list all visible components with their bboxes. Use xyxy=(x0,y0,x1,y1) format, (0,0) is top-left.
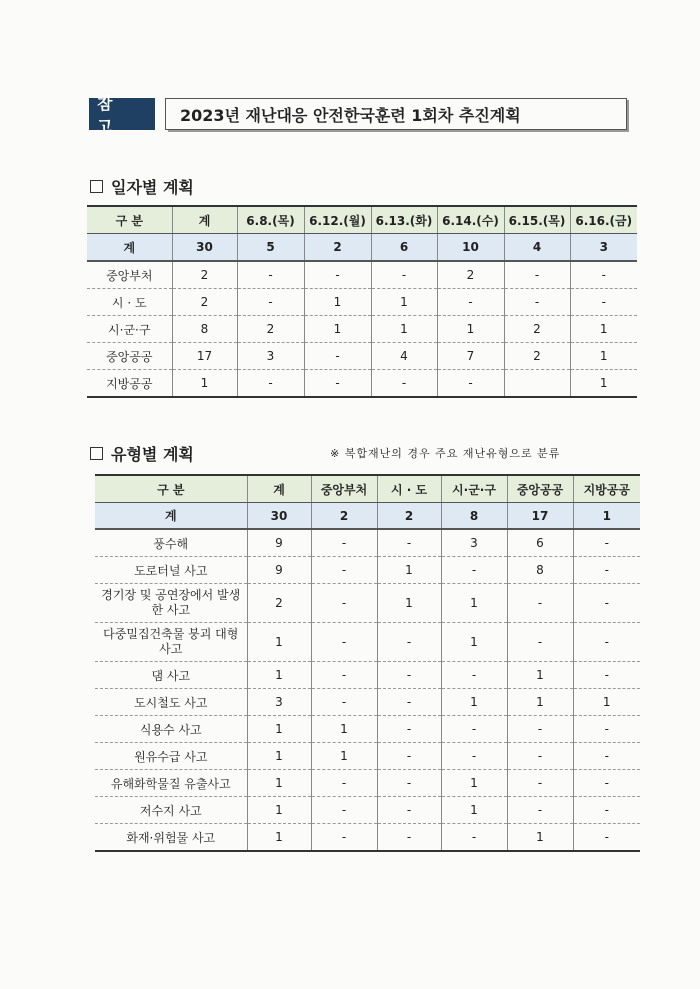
table-cell: - xyxy=(371,261,437,289)
table-cell: - xyxy=(507,584,573,623)
table-cell: 1 xyxy=(247,662,311,689)
table-row xyxy=(87,261,637,289)
table-cell: - xyxy=(507,743,573,770)
table-row xyxy=(87,343,637,370)
table-cell: 3 xyxy=(441,529,507,557)
table-cell: - xyxy=(304,370,371,398)
table-row xyxy=(87,316,637,343)
table-cell: 4 xyxy=(504,234,570,262)
table-cell: 1 xyxy=(247,743,311,770)
table-cell: - xyxy=(311,797,377,824)
table-cell: 1 xyxy=(570,343,637,370)
table-cell: - xyxy=(507,716,573,743)
row-label: 댐 사고 xyxy=(95,662,247,689)
table-cell: 1 xyxy=(441,584,507,623)
table-cell: 30 xyxy=(172,234,237,262)
table-cell: - xyxy=(573,529,640,557)
column-header: 6.16.(금) xyxy=(570,206,637,234)
table-cell: 1 xyxy=(573,689,640,716)
table-cell: - xyxy=(237,289,304,316)
table-cell: 8 xyxy=(172,316,237,343)
table-cell: - xyxy=(570,261,637,289)
table-cell: 1 xyxy=(573,503,640,530)
table-cell: - xyxy=(377,770,441,797)
table-cell: - xyxy=(311,623,377,662)
column-header: 6.12.(월) xyxy=(304,206,371,234)
table-cell: - xyxy=(377,824,441,852)
table-cell: 1 xyxy=(247,716,311,743)
checkbox-icon xyxy=(90,180,103,193)
table-cell: 17 xyxy=(172,343,237,370)
table-cell: 4 xyxy=(371,343,437,370)
table-header-row xyxy=(87,206,637,234)
section-type-plan-title: 유형별 계획 xyxy=(111,445,194,464)
document-title: 2023년 재난대응 안전한국훈련 1회차 추진계획 xyxy=(166,98,627,130)
table-cell: 1 xyxy=(371,316,437,343)
document-header xyxy=(89,94,627,136)
daily-plan-table xyxy=(87,205,637,398)
table-cell: 8 xyxy=(441,503,507,530)
table-cell: - xyxy=(377,797,441,824)
column-header: 6.13.(화) xyxy=(371,206,437,234)
table-cell: 1 xyxy=(304,289,371,316)
table-row xyxy=(95,716,640,743)
table-cell: 1 xyxy=(172,370,237,398)
reference-tag: 참 고 xyxy=(89,98,155,130)
table-cell: - xyxy=(573,743,640,770)
column-header: 시 · 도 xyxy=(377,475,441,503)
table-cell: - xyxy=(504,289,570,316)
table-cell: 2 xyxy=(247,584,311,623)
table-cell: 2 xyxy=(437,261,504,289)
row-label: 지방공공 xyxy=(87,370,172,398)
table-cell: 1 xyxy=(441,797,507,824)
column-header: 시·군·구 xyxy=(441,475,507,503)
row-label: 계 xyxy=(87,234,172,262)
row-label: 화재·위험물 사고 xyxy=(95,824,247,852)
table-row xyxy=(95,824,640,852)
table-cell: 1 xyxy=(247,770,311,797)
table-cell: - xyxy=(311,529,377,557)
table-cell: - xyxy=(377,689,441,716)
table-cell: 1 xyxy=(441,623,507,662)
table-row xyxy=(95,797,640,824)
type-plan-table xyxy=(95,474,640,852)
table-cell: 9 xyxy=(247,557,311,584)
table-cell: - xyxy=(507,623,573,662)
table-cell: 10 xyxy=(437,234,504,262)
table-cell: 2 xyxy=(504,316,570,343)
table-cell: 1 xyxy=(371,289,437,316)
row-label: 경기장 및 공연장에서 발생한 사고 xyxy=(95,584,247,623)
table-row xyxy=(95,623,640,662)
table-cell: 2 xyxy=(504,343,570,370)
table-cell: 2 xyxy=(172,289,237,316)
table-cell: - xyxy=(437,289,504,316)
table-cell: - xyxy=(441,557,507,584)
table-cell: 1 xyxy=(304,316,371,343)
table-cell: 1 xyxy=(507,689,573,716)
table-row xyxy=(95,743,640,770)
table-cell: 1 xyxy=(247,797,311,824)
column-header: 계 xyxy=(247,475,311,503)
table-cell: - xyxy=(573,557,640,584)
column-header: 구 분 xyxy=(95,475,247,503)
row-label: 풍수해 xyxy=(95,529,247,557)
table-cell: 1 xyxy=(437,316,504,343)
table-cell: 2 xyxy=(172,261,237,289)
table-cell: - xyxy=(237,261,304,289)
table-cell: - xyxy=(311,824,377,852)
table-cell: - xyxy=(311,770,377,797)
table-cell: - xyxy=(573,824,640,852)
table-cell: 1 xyxy=(570,316,637,343)
table-cell: - xyxy=(570,289,637,316)
column-header: 지방공공 xyxy=(573,475,640,503)
table-cell: - xyxy=(573,770,640,797)
section-daily-plan-title: 일자별 계획 xyxy=(111,178,194,197)
table-cell: 30 xyxy=(247,503,311,530)
table-cell: 6 xyxy=(507,529,573,557)
table-row xyxy=(95,662,640,689)
table-cell: 1 xyxy=(377,557,441,584)
column-header: 중앙공공 xyxy=(507,475,573,503)
section-daily-plan-heading xyxy=(90,175,194,198)
table-cell: 1 xyxy=(507,824,573,852)
row-label: 원유수급 사고 xyxy=(95,743,247,770)
table-row xyxy=(95,689,640,716)
table-cell: - xyxy=(311,662,377,689)
table-cell: - xyxy=(573,797,640,824)
total-row xyxy=(95,503,640,530)
table-cell: - xyxy=(441,743,507,770)
row-label: 계 xyxy=(95,503,247,530)
row-label: 식용수 사고 xyxy=(95,716,247,743)
table-cell: - xyxy=(573,623,640,662)
table-cell: - xyxy=(573,662,640,689)
table-cell: 2 xyxy=(311,503,377,530)
table-row xyxy=(95,584,640,623)
table-cell: - xyxy=(377,529,441,557)
table-cell: 9 xyxy=(247,529,311,557)
table-cell: 3 xyxy=(247,689,311,716)
table-cell: 2 xyxy=(377,503,441,530)
section-type-plan-heading xyxy=(90,442,194,465)
row-label: 중앙부처 xyxy=(87,261,172,289)
row-label: 시·군·구 xyxy=(87,316,172,343)
table-cell: - xyxy=(311,557,377,584)
table-cell: 1 xyxy=(311,743,377,770)
table-cell: - xyxy=(573,584,640,623)
table-row xyxy=(95,770,640,797)
table-row xyxy=(95,529,640,557)
table-cell: - xyxy=(377,623,441,662)
table-cell: - xyxy=(573,716,640,743)
table-cell: 6 xyxy=(371,234,437,262)
table-cell: - xyxy=(441,662,507,689)
table-cell: 1 xyxy=(247,623,311,662)
table-row xyxy=(87,289,637,316)
table-cell: - xyxy=(304,343,371,370)
row-label: 중앙공공 xyxy=(87,343,172,370)
table-cell: - xyxy=(377,662,441,689)
checkbox-icon xyxy=(90,447,103,460)
table-cell: - xyxy=(377,716,441,743)
column-header: 6.15.(목) xyxy=(504,206,570,234)
column-header: 6.14.(수) xyxy=(437,206,504,234)
table-cell: 1 xyxy=(507,662,573,689)
table-cell: 17 xyxy=(507,503,573,530)
table-row xyxy=(87,370,637,398)
table-cell: 2 xyxy=(304,234,371,262)
table-cell: 8 xyxy=(507,557,573,584)
table-cell: 7 xyxy=(437,343,504,370)
table-cell: - xyxy=(377,743,441,770)
table-cell: 5 xyxy=(237,234,304,262)
table-cell: - xyxy=(311,689,377,716)
table-cell: - xyxy=(437,370,504,398)
table-header-row xyxy=(95,475,640,503)
table-cell: 3 xyxy=(237,343,304,370)
table-cell: 3 xyxy=(570,234,637,262)
row-label: 유해화학물질 유출사고 xyxy=(95,770,247,797)
column-header: 6.8.(목) xyxy=(237,206,304,234)
table-cell: 1 xyxy=(441,770,507,797)
table-cell: - xyxy=(441,716,507,743)
table-cell: 1 xyxy=(311,716,377,743)
total-row xyxy=(87,234,637,262)
table-cell: 1 xyxy=(570,370,637,398)
classification-note: ※ 복합재난의 경우 주요 재난유형으로 분류 xyxy=(330,447,561,460)
table-cell: 2 xyxy=(237,316,304,343)
column-header: 중앙부처 xyxy=(311,475,377,503)
table-cell: 1 xyxy=(247,824,311,852)
column-header: 계 xyxy=(172,206,237,234)
row-label: 다중밀집건축물 붕괴 대형사고 xyxy=(95,623,247,662)
table-cell: - xyxy=(441,824,507,852)
table-cell: - xyxy=(311,584,377,623)
table-cell: - xyxy=(504,261,570,289)
table-cell: 1 xyxy=(377,584,441,623)
table-cell: - xyxy=(507,770,573,797)
table-cell: - xyxy=(237,370,304,398)
row-label: 도시철도 사고 xyxy=(95,689,247,716)
table-cell: - xyxy=(507,797,573,824)
row-label: 저수지 사고 xyxy=(95,797,247,824)
row-label: 시 · 도 xyxy=(87,289,172,316)
table-cell: - xyxy=(304,261,371,289)
column-header: 구 분 xyxy=(87,206,172,234)
table-cell xyxy=(504,370,570,398)
table-cell: 1 xyxy=(441,689,507,716)
table-cell: - xyxy=(371,370,437,398)
table-row xyxy=(95,557,640,584)
row-label: 도로터널 사고 xyxy=(95,557,247,584)
